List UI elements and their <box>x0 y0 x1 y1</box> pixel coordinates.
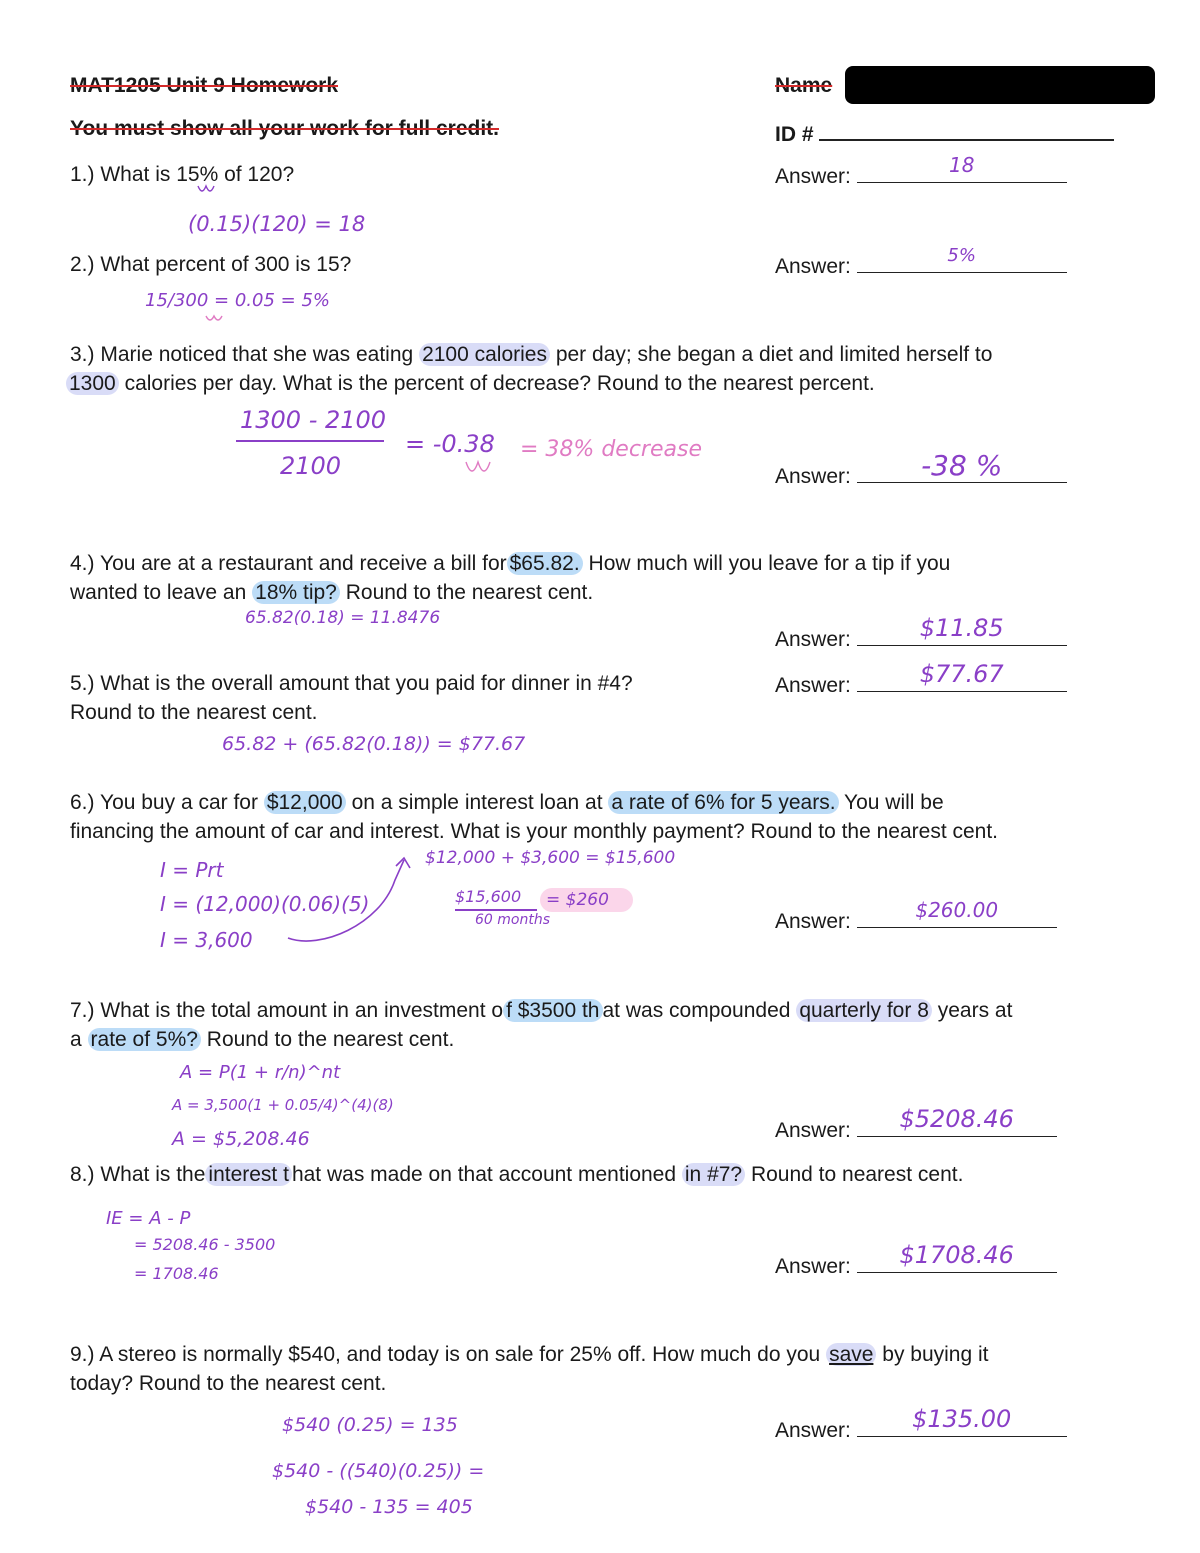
question-4: 4.) You are at a restaurant and receive a bill for $65.82. How much will you leave for a tip if you <box>70 552 951 575</box>
question-3: 3.) Marie noticed that she was eating 2100 calories per day; she began a diet and limited herself to <box>70 343 993 366</box>
work-q6-interest: I = 3,600 <box>160 928 253 952</box>
question-number: 5.) <box>70 672 95 695</box>
question-text: What is 15% of 120? <box>100 163 295 186</box>
work-q4: 65.82(0.18) = 11.8476 <box>245 608 441 628</box>
work-q7-result: A = $5,208.46 <box>172 1128 310 1150</box>
answer-label: Answer: <box>775 1419 851 1442</box>
answer-value: 5% <box>947 245 976 266</box>
work-q9-line3: $540 - 135 = 405 <box>305 1496 473 1518</box>
highlight: $12,000 <box>264 791 346 814</box>
work-q9-line2: $540 - ((540)(0.25)) = <box>272 1460 485 1482</box>
work-q8-formula: IE = A - P <box>106 1208 191 1229</box>
question-text: What percent of 300 is 15? <box>100 253 352 276</box>
question-number: 7.) <box>70 999 95 1022</box>
work-q9-line1: $540 (0.25) = 135 <box>282 1414 458 1436</box>
work-q3-numerator: 1300 - 2100 <box>240 406 387 434</box>
question-5-line2: Round to the nearest cent. <box>70 701 318 724</box>
answer-value: $260.00 <box>915 898 999 922</box>
highlight: 2100 calories <box>419 343 550 366</box>
work-q8-result: = 1708.46 <box>134 1264 219 1283</box>
work-q2: 15/300 = 0.05 = 5% <box>145 290 331 311</box>
question-number: 4.) <box>70 552 95 575</box>
answer-value: 18 <box>948 153 975 177</box>
work-q3-denominator: 2100 <box>280 452 342 480</box>
highlight: quarterly for 8 <box>796 999 932 1022</box>
work-q6-div-num: $15,600 <box>455 887 522 906</box>
work-q6-div-result: = $260 <box>540 888 633 912</box>
question-7-line2: a rate of 5%? Round to the nearest cent. <box>70 1028 455 1051</box>
answer-label: Answer: <box>775 628 851 651</box>
highlight: rate of 5%? <box>88 1028 201 1051</box>
work-q6-total: $12,000 + $3,600 = $15,600 <box>425 848 676 868</box>
answer-value: -38 % <box>921 449 1003 482</box>
question-number: 9.) <box>70 1343 95 1366</box>
question-number: 3.) <box>70 343 95 366</box>
answer-value: $135.00 <box>912 1405 1012 1433</box>
highlight: a rate of 6% for 5 years. <box>608 791 838 814</box>
work-q5: 65.82 + (65.82(0.18)) = $77.67 <box>222 733 526 755</box>
work-q7-substitution: A = 3,500(1 + 0.05/4)^(4)(8) <box>172 1096 394 1114</box>
question-number: 1.) <box>70 163 95 186</box>
highlight: $65.82. <box>507 552 583 575</box>
work-q6-formula: I = Prt <box>160 858 224 882</box>
answer-value: $77.67 <box>919 660 1004 688</box>
highlight: in #7? <box>682 1163 745 1186</box>
answer-label: Answer: <box>775 1119 851 1142</box>
highlight: f $3500 th <box>503 999 602 1022</box>
squiggle-q3 <box>466 462 490 471</box>
question-6-line2: financing the amount of car and interest. What is your monthly payment? Round to the nearest cent. <box>70 820 999 843</box>
work-q1: (0.15)(120) = 18 <box>188 212 366 236</box>
answer-value: $1708.46 <box>899 1241 1014 1269</box>
question-number: 2.) <box>70 253 95 276</box>
id-label: ID # <box>775 117 1114 147</box>
work-instruction: You must show all your work for full credit. <box>70 117 499 140</box>
question-number: 8.) <box>70 1163 95 1186</box>
answer-label: Answer: <box>775 674 851 697</box>
answer-label: Answer: <box>775 465 851 488</box>
work-q3-result: = -0.38 <box>405 430 495 458</box>
name-label: Name <box>775 74 833 97</box>
question-3-line2: 1300 calories per day. What is the percent of decrease? Round to the nearest percent. <box>66 369 875 398</box>
work-q7-formula: A = P(1 + r/n)^nt <box>180 1062 341 1083</box>
arrow-q6 <box>288 860 404 941</box>
work-q6-substitution: I = (12,000)(0.06)(5) <box>160 892 370 916</box>
highlight: 1300 <box>66 372 119 395</box>
question-6: 6.) You buy a car for $12,000 on a simple interest loan at a rate of 6% for 5 years. You will be <box>70 791 944 814</box>
question-7: 7.) What is the total amount in an investment o f $3500 th at was compounded quarterly for 8 years at <box>70 999 1013 1022</box>
question-number: 6.) <box>70 791 95 814</box>
highlight: interest t <box>205 1163 292 1186</box>
question-5: 5.) What is the overall amount that you paid for dinner in #4? <box>70 672 633 695</box>
question-9-line2: today? Round to the nearest cent. <box>70 1372 387 1395</box>
answer-label: Answer: <box>775 255 851 278</box>
question-8: 8.) What is the interest t hat was made on that account mentioned in #7? Round to nearest cent. <box>70 1163 964 1186</box>
question-4-line2: wanted to leave an 18% tip? Round to the nearest cent. <box>70 581 594 604</box>
answer-label: Answer: <box>775 1255 851 1278</box>
answer-label: Answer: <box>775 165 851 188</box>
work-q8-substitution: = 5208.46 - 3500 <box>134 1235 276 1254</box>
question-9: 9.) A stereo is normally $540, and today is on sale for 25% off. How much do you save by buying it <box>70 1343 989 1366</box>
work-q6-div-den: 60 months <box>475 912 550 928</box>
highlight: save <box>826 1343 876 1366</box>
answer-value: $5208.46 <box>899 1105 1014 1133</box>
squiggle-q2 <box>206 316 222 320</box>
answer-label: Answer: <box>775 910 851 933</box>
squiggle-q1 <box>198 186 214 191</box>
highlight: 18% tip? <box>252 581 340 604</box>
homework-title: MAT1205 Unit 9 Homework <box>70 74 339 97</box>
work-q3-note: = 38% decrease <box>520 437 702 462</box>
answer-value: $11.85 <box>919 614 1004 642</box>
